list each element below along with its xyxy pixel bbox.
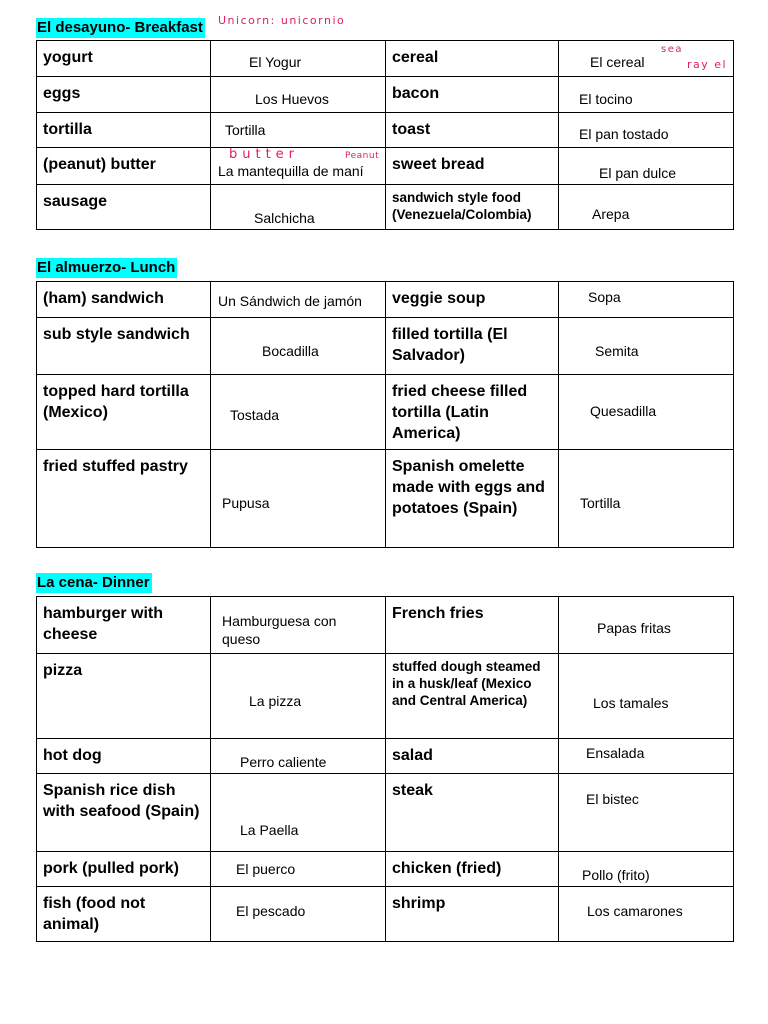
english-term: cereal: [386, 41, 559, 77]
english-term: topped hard tortilla (Mexico): [37, 375, 211, 450]
spanish-term: [211, 739, 386, 774]
spanish-term: [211, 887, 386, 942]
spanish-term: [559, 597, 734, 654]
english-term: fish (food not animal): [37, 887, 211, 942]
table-row: [37, 450, 734, 548]
breakfast-heading: El desayuno- Breakfast: [37, 19, 203, 36]
spanish-term: [211, 148, 386, 185]
spanish-term: [559, 450, 734, 548]
handwritten-note-butter: butter: [229, 147, 300, 162]
spanish-term: [559, 375, 734, 450]
spanish-term: [211, 113, 386, 148]
table-row: [37, 852, 734, 887]
spanish-term-text: Semita: [595, 343, 639, 359]
spanish-term-text: Un Sándwich de jamón: [218, 293, 362, 309]
table-row: [37, 318, 734, 375]
english-term: pizza: [37, 654, 211, 739]
spanish-term-text: El bistec: [586, 791, 639, 807]
spanish-term: [559, 41, 734, 77]
spanish-term-text: Salchicha: [254, 210, 315, 226]
table-row: [37, 375, 734, 450]
english-term: sandwich style food (Venezuela/Colombia): [386, 185, 559, 230]
handwritten-note-unicorn: Unicorn: unicornio: [218, 14, 346, 27]
spanish-term: [559, 185, 734, 230]
english-term: chicken (fried): [386, 852, 559, 887]
english-term: sweet bread: [386, 148, 559, 185]
spanish-term: [559, 887, 734, 942]
english-term: toast: [386, 113, 559, 148]
breakfast-table: [36, 40, 734, 230]
table-row: [37, 887, 734, 942]
lunch-table: [36, 281, 734, 548]
dinner-table: [36, 596, 734, 942]
spanish-term-text: Tortilla: [580, 495, 621, 511]
spanish-term-text: Pupusa: [222, 495, 270, 511]
spanish-term-text: El pan dulce: [599, 165, 677, 181]
english-term: filled tortilla (El Salvador): [386, 318, 559, 375]
table-row: [37, 597, 734, 654]
spanish-term: [559, 852, 734, 887]
english-term: stuffed dough steamed in a husk/leaf (Mexico and Central America): [386, 654, 559, 739]
dinner-heading: La cena- Dinner: [37, 574, 150, 591]
spanish-term: [211, 77, 386, 113]
spanish-term-text: Los camarones: [587, 903, 683, 919]
spanish-term-text: La pizza: [249, 693, 302, 709]
spanish-term: [559, 774, 734, 852]
spanish-term-text: Papas fritas: [597, 620, 671, 636]
english-term: veggie soup: [386, 282, 559, 318]
spanish-term: [211, 654, 386, 739]
spanish-term: [211, 41, 386, 77]
english-term: pork (pulled pork): [37, 852, 211, 887]
spanish-term: [559, 113, 734, 148]
spanish-term: [211, 852, 386, 887]
spanish-term-text: Los Huevos: [255, 91, 329, 107]
english-term: fried stuffed pastry: [37, 450, 211, 548]
table-row: [37, 654, 734, 739]
spanish-term-text: Sopa: [588, 289, 621, 305]
spanish-term: [559, 148, 734, 185]
english-term: yogurt: [37, 41, 211, 77]
english-term: steak: [386, 774, 559, 852]
table-row: [37, 185, 734, 230]
english-term: (peanut) butter: [37, 148, 211, 185]
spanish-term-text: El cereal: [590, 54, 645, 70]
english-term: salad: [386, 739, 559, 774]
spanish-term-text: La mantequilla de maní: [218, 163, 364, 179]
table-row: [37, 774, 734, 852]
handwritten-note-cereal-2: ray el: [687, 58, 728, 71]
english-term: fried cheese filled tortilla (Latin America): [386, 375, 559, 450]
spanish-term-text: El Yogur: [249, 54, 302, 70]
english-term: hamburger with cheese: [37, 597, 211, 654]
spanish-term: [559, 77, 734, 113]
english-term: sub style sandwich: [37, 318, 211, 375]
spanish-term-text: El puerco: [236, 861, 296, 877]
spanish-term-text: Arepa: [592, 206, 630, 222]
english-term: shrimp: [386, 887, 559, 942]
spanish-term-text: Los tamales: [593, 695, 669, 711]
spanish-term: [211, 185, 386, 230]
table-row: [37, 739, 734, 774]
spanish-term-text: El tocino: [579, 91, 633, 107]
table-row: [37, 148, 734, 185]
spanish-term-text: La Paella: [240, 822, 299, 838]
spanish-term: [211, 282, 386, 318]
spanish-term-text: Hamburguesa con queso: [222, 613, 337, 647]
english-term: hot dog: [37, 739, 211, 774]
english-term: bacon: [386, 77, 559, 113]
spanish-term-text: Ensalada: [586, 745, 645, 761]
english-term: French fries: [386, 597, 559, 654]
lunch-heading: El almuerzo- Lunch: [37, 259, 176, 276]
spanish-term: [211, 597, 386, 654]
handwritten-note-peanut: Peanut: [345, 151, 380, 161]
english-term: eggs: [37, 77, 211, 113]
spanish-term-text: Bocadilla: [262, 343, 319, 359]
english-term: Spanish rice dish with seafood (Spain): [37, 774, 211, 852]
english-term: (ham) sandwich: [37, 282, 211, 318]
spanish-term-text: Tortilla: [225, 122, 266, 138]
spanish-term: [559, 282, 734, 318]
spanish-term-text: Perro caliente: [240, 754, 327, 770]
spanish-term-text: Pollo (frito): [582, 867, 650, 883]
english-term: tortilla: [37, 113, 211, 148]
spanish-term-text: El pescado: [236, 903, 306, 919]
table-row: [37, 77, 734, 113]
handwritten-note-cereal-1: sea: [661, 44, 683, 55]
spanish-term: [559, 654, 734, 739]
spanish-term-text: El pan tostado: [579, 126, 669, 142]
table-row: [37, 41, 734, 77]
spanish-term: [211, 774, 386, 852]
spanish-term-text: Tostada: [230, 407, 280, 423]
english-term: Spanish omelette made with eggs and potatoes (Spain): [386, 450, 559, 548]
spanish-term: [211, 318, 386, 375]
english-term: sausage: [37, 185, 211, 230]
spanish-term: [559, 318, 734, 375]
spanish-term-text: Quesadilla: [590, 403, 657, 419]
spanish-term: [211, 375, 386, 450]
table-row: [37, 113, 734, 148]
spanish-term: [559, 739, 734, 774]
table-row: [37, 282, 734, 318]
spanish-term: [211, 450, 386, 548]
